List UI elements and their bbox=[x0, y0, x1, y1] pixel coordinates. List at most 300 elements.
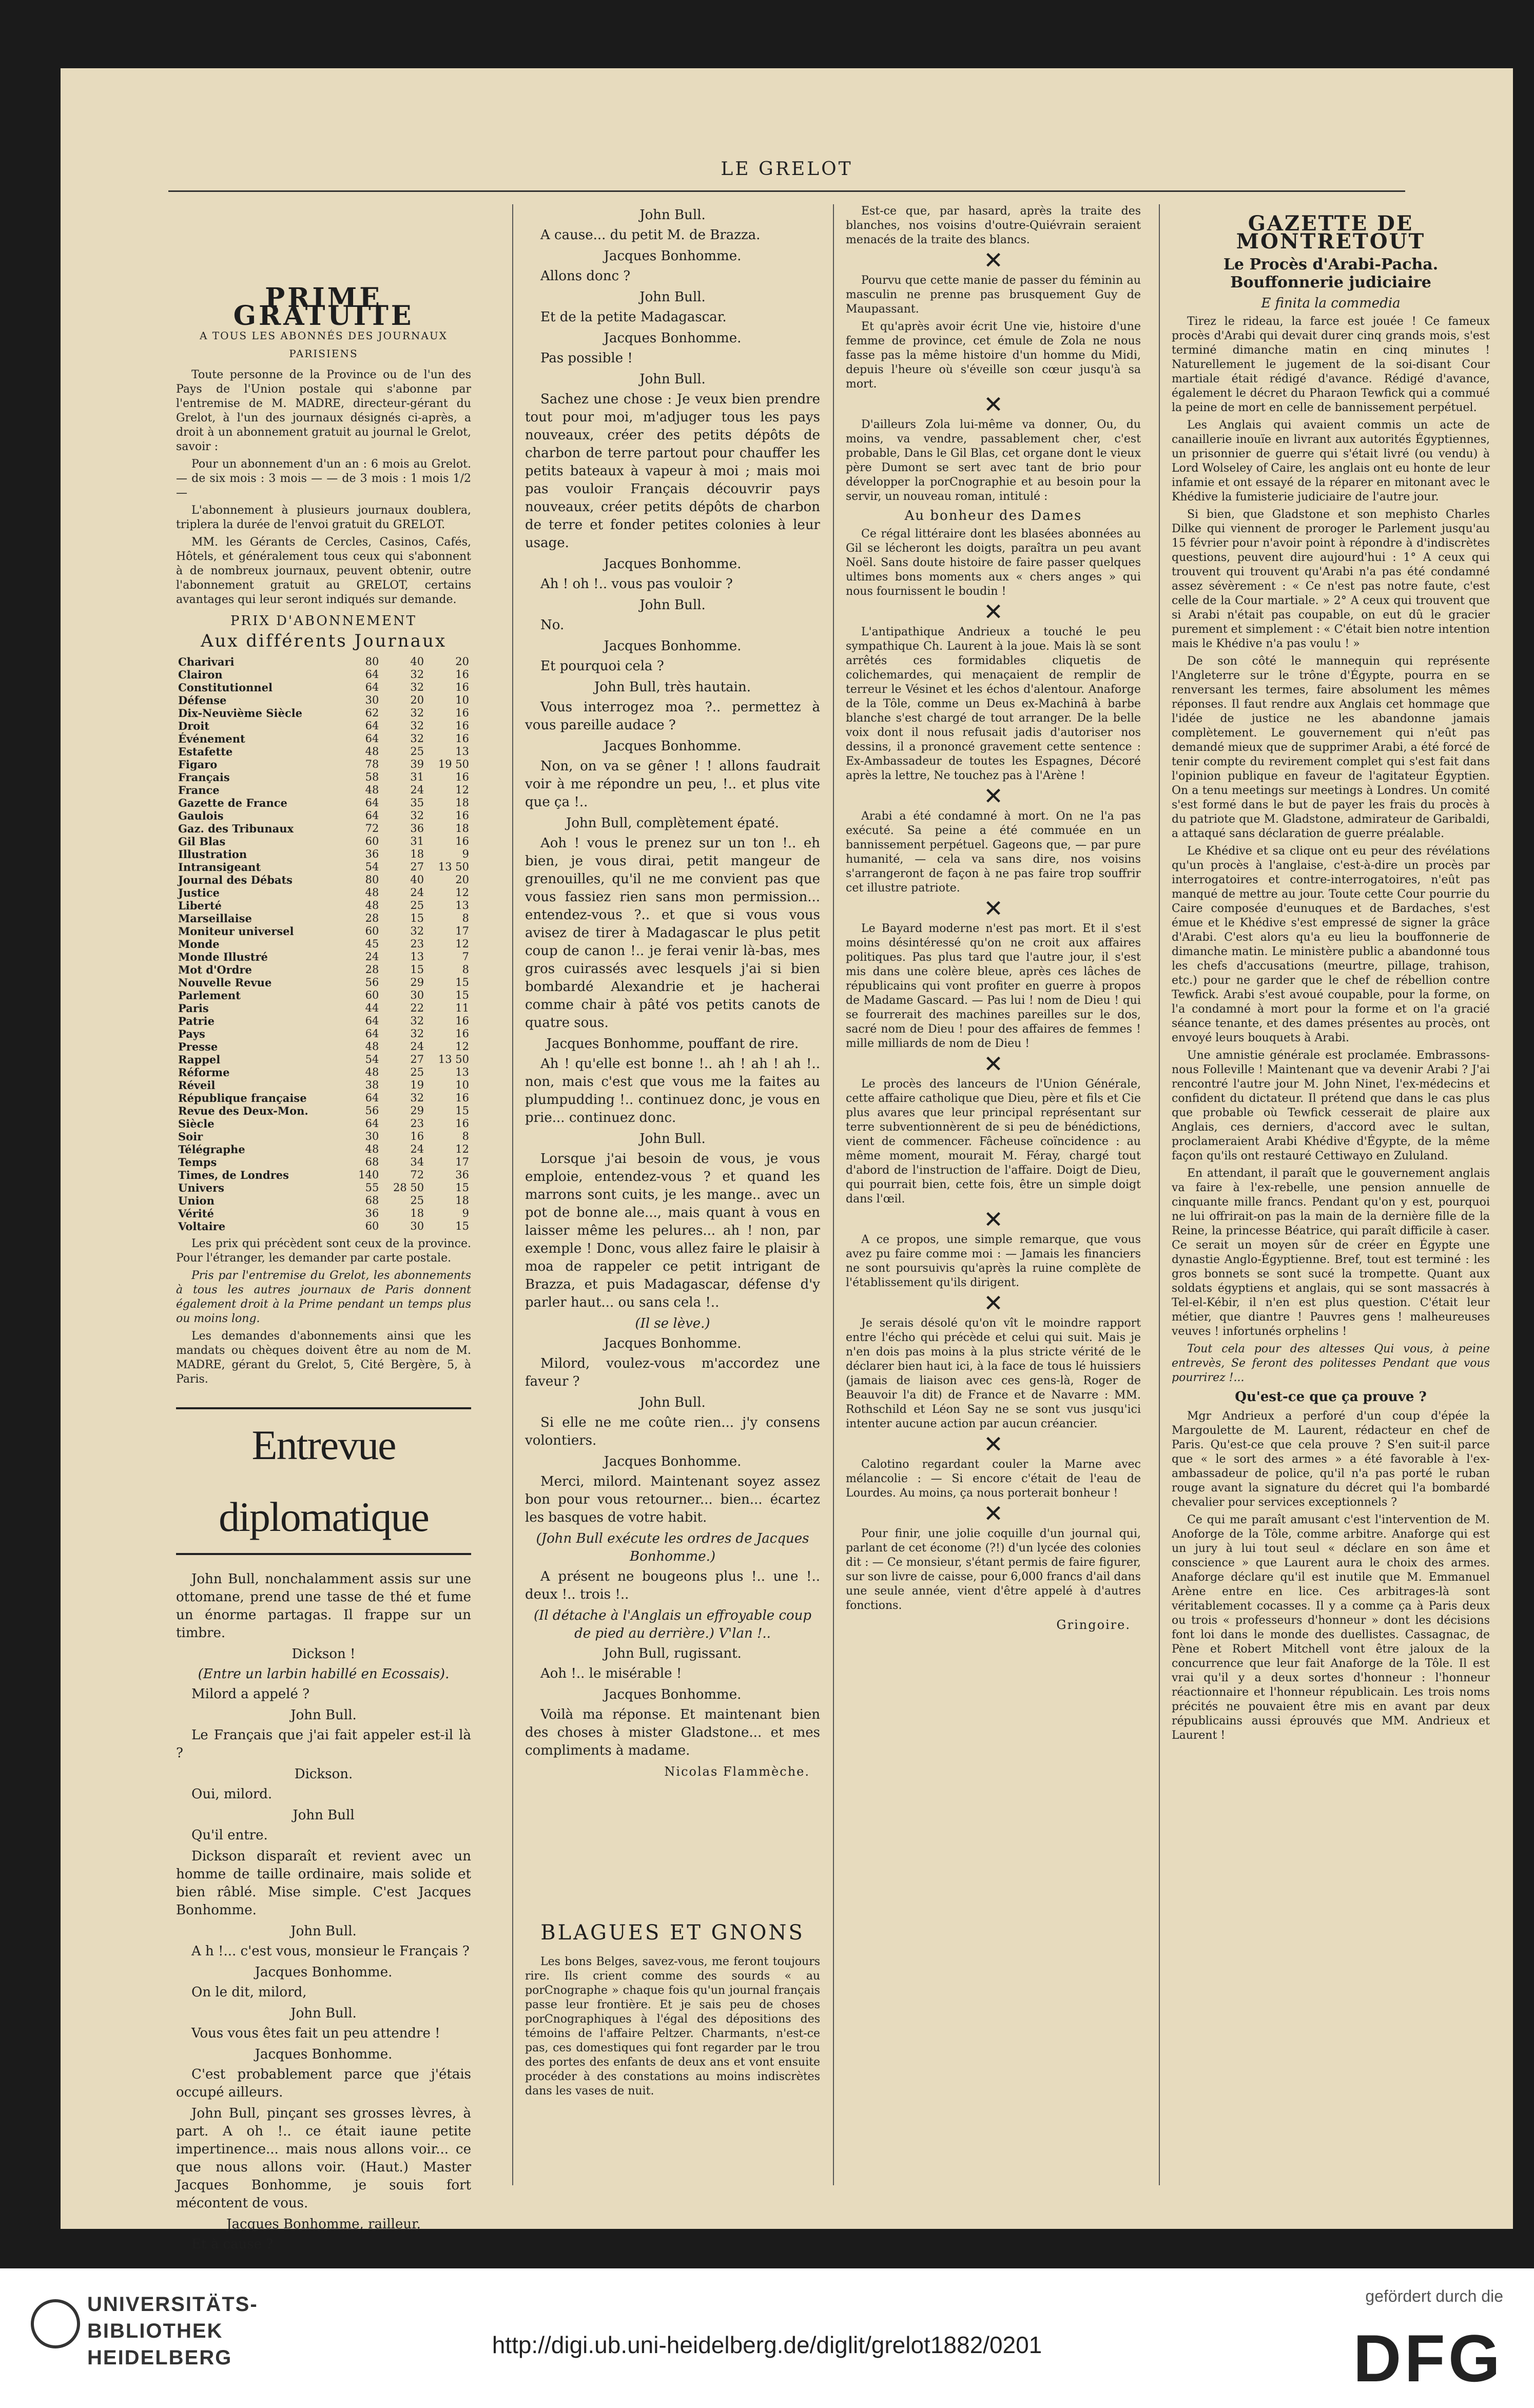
column-divider bbox=[1159, 204, 1160, 2185]
price-cell: 45 bbox=[365, 938, 379, 950]
stage-direction: (John Bull exécute les ordres de Jacques Bonhomme.) bbox=[536, 1531, 809, 1564]
price-cell: 18 bbox=[410, 848, 424, 860]
price-row bbox=[176, 938, 471, 950]
paragraph: Mgr Andrieux a perforé d'un coup d'épée la Margoulette de M. Laurent, rédacteur en chef de Paris. Qu'est-ce que cela prouve ? S'en suit-il parce que « le sort des armes » a été favorable à l'ex-ambassadeur de police, qu'il n'a pas porté le ruban rouge avant la signature du décret qui l'a bombardé chevalier pour services exceptionnels ? bbox=[1172, 1410, 1490, 1509]
journal-name: Presse bbox=[178, 1040, 218, 1053]
paragraph: Ce qui me paraît amusant c'est l'intervention de M. Anoforge de la Tôle, comme arbitre. Anaforge qui est un jury à lui tout seul « déclare en son âme et conscience » que Laurent aura le choix des armes. Anaforge déclare qu'il est inutile que M. Emmanuel Arène entre en lice. Ces arbitrages-là sont véritablement cocasses. Il y a comme ça à Paris deux ou trois « professeurs d'honneur » dont les décisions font loi dans le monde des duellistes. Cassagnac, de Pène et Robert Mitchell vont être jaloux de la concurrence que leur fait Anaforge de la Tôle. Il est vrai qu'il y a deux sortes d'honneur : l'honneur réactionnaire et l'honneur républicain. Les trois noms précités ne pouvaient être mis en avant par deux républicains aussi éprouvés que MM. Andrieux et Laurent ! bbox=[1172, 1513, 1490, 1742]
price-row bbox=[176, 1181, 471, 1194]
funding-label: gefördert durch die bbox=[1365, 2287, 1503, 2305]
speaker-name: John Bull, complètement épaté. bbox=[566, 815, 780, 831]
prix-heading: PRIX D'ABONNEMENT bbox=[230, 613, 417, 629]
paragraph: Les bons Belges, savez-vous, me feront toujours rire. Ils crient comme des sourds « au porCnographe » chaque fois qu'un journal français passe leur frontière. Et je sais peu de choses porCnographiques à l'égal des dépositions des témoins de l'affaire Peltzer. Charmants, n'est-ce pas, ces domestiques qui font regarder par le trou des portes des enfants de deux ans et vont ensuite procéder à des constations au moins indiscrètes dans les vases de nuit. bbox=[525, 1955, 820, 2098]
price-cell: 13 bbox=[410, 950, 424, 963]
price-cell: 48 bbox=[365, 1066, 379, 1078]
price-cell: 22 bbox=[410, 1002, 424, 1014]
price-cell: 58 bbox=[365, 771, 379, 783]
library-footer bbox=[0, 2268, 1534, 2408]
paragraph: Le Bayard moderne n'est pas mort. Et il s'est moins désintéressé qu'on ne croit aux affaires politiques. Pas plus tard que l'autre jour, il s'est mis dans une colère bleue, après ces lâches de républicains qui vont profiter en guerre à propos de Madame Gascard. — Pas lui ! nom de Dieu ! qui se fourrerait des machines pareilles sur le dos, sacré nom de Dieu ! pour des affaires de femmes ! mille milliards de nom de Dieu ! bbox=[846, 922, 1141, 1050]
price-cell: 54 bbox=[365, 1053, 379, 1065]
price-row bbox=[176, 835, 471, 848]
price-cell: 64 bbox=[365, 1027, 379, 1040]
dialog-line: A présent ne bougeons plus !.. une !.. deux !.. trois !.. bbox=[525, 1569, 820, 1602]
dialog bbox=[525, 206, 820, 1760]
journal-name: Constitutionnel bbox=[178, 681, 273, 694]
journal-name: Journal des Débats bbox=[178, 873, 293, 886]
price-row bbox=[176, 1220, 471, 1233]
university-name: UNIVERSITÄTS- BIBLIOTHEK HEIDELBERG bbox=[87, 2293, 258, 2369]
price-cell: 25 bbox=[410, 745, 424, 758]
price-cell: 8 bbox=[462, 963, 469, 976]
dialog-line: Aoh !.. le misérable ! bbox=[540, 1666, 682, 1681]
paragraph: L'abonnement à plusieurs journaux doublera, triplera la durée de l'envoi gratuit du GRELOT. bbox=[176, 504, 471, 531]
price-row bbox=[176, 707, 471, 720]
journal-name: Français bbox=[178, 771, 230, 784]
journal-name: Vérité bbox=[178, 1207, 214, 1220]
price-cell: 48 bbox=[365, 745, 379, 758]
price-cell: 24 bbox=[365, 950, 379, 963]
price-cell: 13 50 bbox=[438, 861, 469, 873]
dialog-line: Milord a appelé ? bbox=[191, 1686, 310, 1702]
price-row bbox=[176, 1104, 471, 1117]
paragraph: Les Anglais qui avaient commis un acte de canaillerie inouïe en livrant aux autorités Égyptiennes, un prisonnier de guerre qui s'était livré (ou vendu) à Lord Wolseley of Caire, les anglais ont eu honte de leur infamie et ont essayé de la réparer en mitonant avec le Khédive la fumisterie judiciaire de l'autre jour. bbox=[1172, 419, 1490, 503]
speaker-name: Jacques Bonhomme. bbox=[604, 331, 742, 346]
price-row bbox=[176, 1053, 471, 1066]
price-row bbox=[176, 732, 471, 745]
paragraph: Toute personne de la Province ou de l'un des Pays de l'Union postale qui s'abonne par l'entremise de M. MADRE, directeur-gérant du Grelot, à l'un des journaux désignés ci-après, a droit à un abonnement gratuit au journal le Grelot, savoir : bbox=[176, 368, 471, 453]
dialog-line: Pas possible ! bbox=[540, 351, 633, 366]
price-row bbox=[176, 745, 471, 758]
speaker-name: John Bull. bbox=[639, 372, 706, 387]
price-row bbox=[176, 1015, 471, 1027]
journal-name: Réveil bbox=[178, 1079, 216, 1092]
price-row bbox=[176, 809, 471, 822]
price-cell: 36 bbox=[365, 1207, 379, 1219]
separator-icon: ✕ bbox=[983, 782, 1003, 810]
paragraph: En attendant, il paraît que le gouvernement anglais va faire à l'ex-rebelle, une pension annuelle de cinquante mille francs. Pendant qu'on y est, pourquoi ne lui offrirait-on pas la main de la dernière fille de la Reine, la princesse Béatrice, qui paraît difficile à caser. Ce serait un moyen sûr de créer en Égypte une dynastie Anglo-Égyptienne. Bref, tout est terminé : les gros bonnets se sont sucé la trompette. Quant aux soldats égyptiens et anglais, qui se sont massacrés à Tel-el-Kébir, il n'en est plus question. C'était leur métier, que diantre ! Pauvres gens ! malheureuses veuves ! infortunés orphelins ! bbox=[1172, 1167, 1490, 1338]
speaker-name: Jacques Bonhomme. bbox=[604, 556, 742, 572]
paragraph: Tirez le rideau, la farce est jouée ! Ce fameux procès d'Arabi qui devait durer cinq grands mois, s'est terminé dimanche matin en cinq minutes ! Naturellement le jugement de la soi-disant Cour martiale était rédigé d'avance. Rédigé d'avance, également le décret du Pharaon Tewfick qui a commué la peine de mort en celle de bannissement perpétuel. bbox=[1172, 315, 1490, 414]
paragraph: L'antipathique Andrieux a touché le peu sympathique Ch. Laurent à la joue. Mais là se sont arrêtés ces formidables cliquetis de colichemardes, qui menaçaient de remplir de terreur le Vésinet et les échos d'alentour. Anaforge de la Tôle, comme un Deus ex-Machinâ à barbe blanche s'est chargé de tout arranger. De la belle voix dont il nous refusait jadis d'autoriser nos dessins, il a prononcé gravement cette sentence : Ex-Ambassadeur de toutes les Espagnes, Décoré après la lettre, Ne touchez pas à l'Arène ! bbox=[846, 626, 1141, 782]
paragraph: D'ailleurs Zola lui-même va donner, Ou, du moins, va vendre, passablement cher, c'est probable, Dans le Gil Blas, cet organe dont le vieux père Dumont se sert avec tant de brio pour développer la porCnographie et au besoin pour la servir, un nouveau roman, intitulé : bbox=[846, 418, 1141, 503]
price-row bbox=[176, 1143, 471, 1156]
price-cell: 56 bbox=[365, 1104, 379, 1117]
speaker-name: Dickson. bbox=[294, 1766, 353, 1782]
price-row bbox=[176, 822, 471, 835]
article-subtitle: E finita la commedia bbox=[1261, 296, 1401, 311]
price-cell: 28 bbox=[365, 912, 379, 924]
dialog-line: Merci, milord. Maintenant soyez assez bon pour vous retourner... bien... écartez les basques de votre habit. bbox=[525, 1474, 820, 1525]
journal-name: Illustration bbox=[178, 848, 247, 861]
price-row bbox=[176, 1156, 471, 1169]
price-cell: 140 bbox=[358, 1169, 379, 1181]
price-row bbox=[176, 784, 471, 797]
price-cell: 15 bbox=[455, 976, 469, 988]
price-cell: 78 bbox=[365, 758, 379, 770]
price-cell: 28 50 bbox=[393, 1181, 424, 1194]
price-row bbox=[176, 861, 471, 873]
separator-icon: ✕ bbox=[983, 1050, 1003, 1078]
price-cell: 32 bbox=[410, 707, 424, 719]
journal-name: Nouvelle Revue bbox=[178, 976, 272, 989]
price-cell: 60 bbox=[365, 835, 379, 847]
paragraph: Je serais désolé qu'on vît le moindre rapport entre l'écho qui précède et celui qui suit. Mais je n'en dois pas moins à la plus stricte vérité de le déclarer bien haut ici, à la face de tous lé huissiers (jamais de liaison avec ces gens-là, Roger de Beauvoir l'a dit) de France et de Navarre : MM. Rothschild et Léon Say ne se sont vus jusqu'ici intenter aucune action par aucun créancier. bbox=[846, 1317, 1141, 1430]
entrevue-title: Entrevue diplomatique bbox=[176, 1407, 471, 1555]
price-row bbox=[176, 1169, 471, 1181]
dialog-line: Ah ! qu'elle est bonne !.. ah ! ah ! ah !.. non, mais c'est que vous me la faites au plumpudding !.. continuez donc, je vous en prie... continuez donc. bbox=[525, 1056, 820, 1125]
price-cell: 64 bbox=[365, 1117, 379, 1130]
stage-direction: (Il se lève.) bbox=[635, 1316, 710, 1331]
price-row bbox=[176, 912, 471, 925]
paragraph: Pour finir, une jolie coquille d'un journal qui, parlant de cet économe (?!) d'un lycée des colonies dit : — Ce monsieur, s'étant permis de faire figurer, sur son livre de caisse, pour 6,000 francs d'ail dans une seule année, vient d'être appelé à d'autres fonctions. bbox=[846, 1527, 1141, 1612]
dialog-line: C'est probablement parce que j'étais occupé ailleurs. bbox=[176, 2067, 471, 2100]
price-cell: 32 bbox=[410, 809, 424, 822]
price-cell: 48 bbox=[365, 784, 379, 796]
price-row bbox=[176, 989, 471, 1002]
dfg-logo: DFG bbox=[1353, 2321, 1503, 2396]
price-cell: 16 bbox=[455, 707, 469, 719]
price-cell: 15 bbox=[410, 963, 424, 976]
price-cell: 15 bbox=[455, 1104, 469, 1117]
blagues-title: BLAGUES ET GNONS bbox=[540, 1921, 805, 1945]
price-cell: 29 bbox=[410, 1104, 424, 1117]
price-cell: 64 bbox=[365, 1015, 379, 1027]
price-cell: 36 bbox=[365, 848, 379, 860]
journal-name: Paris bbox=[178, 1002, 209, 1015]
paragraph: Ce régal littéraire dont les blasées abonnées au Gil se lécheront les doigts, paraîtra un peu avant Noël. Sans doute histoire de faire passer quelques ultimes bons moments aux « chers anges » qui nous fournissent le boudin ! bbox=[846, 528, 1141, 598]
journal-name: Siècle bbox=[178, 1117, 215, 1130]
dialog-line: Le Français que j'ai fait appeler est-il là ? bbox=[176, 1727, 471, 1761]
dialog-line: Sachez une chose : Je veux bien prendre tout pour moi, m'adjuger tous les pays nouveaux, créer des petits dépôts de charbon de terre partout pour chauffer les petits bateaux à vapeur à moi ; mais moi pas vouloir Français découvrir pays nouveaux, créer petits dépôts de charbon de terre et fonder petites colonies à leur usage. bbox=[525, 392, 820, 551]
column-3 bbox=[846, 204, 1141, 2185]
price-cell: 48 bbox=[365, 899, 379, 911]
price-cell: 25 bbox=[410, 1194, 424, 1207]
price-cell: 28 bbox=[365, 963, 379, 976]
price-row bbox=[176, 1130, 471, 1143]
source-url[interactable]: http://digi.ub.uni-heidelberg.de/diglit/grelot1882/0201 bbox=[492, 2332, 1042, 2358]
separator-icon: ✕ bbox=[983, 1289, 1003, 1317]
speaker-name: Jacques Bonhomme. bbox=[604, 1336, 742, 1351]
speaker-name: Dickson ! bbox=[292, 1646, 356, 1662]
dialog-line: Milord, voulez-vous m'accordez une faveur ? bbox=[525, 1356, 820, 1389]
speaker-name: John Bull, très hautain. bbox=[594, 679, 751, 695]
price-cell: 31 bbox=[410, 771, 424, 783]
speaker-name: John Bull. bbox=[290, 2006, 357, 2021]
separator-icon: ✕ bbox=[983, 1500, 1003, 1527]
journal-name: Monde Illustré bbox=[178, 950, 268, 963]
blagues-section bbox=[525, 1906, 820, 2099]
price-cell: 32 bbox=[410, 925, 424, 937]
paragraph: Le procès des lanceurs de l'Union Générale, cette affaire catholique que Dieu, père et fils et Cie plus avares que leur principal représentant sur terre subventionnèrent de si peu de bénédictions, vient de commencer. Fâcheuse coïncidence : au même moment, mourait M. Féray, chargé tout d'abord de l'instruction de l'affaire. Doigt de Dieu, qui pourrait bien, cette fois, être un simple doigt dans l'œil. bbox=[846, 1078, 1141, 1206]
journal-name: Liberté bbox=[178, 899, 222, 912]
journal-name: Droit bbox=[178, 720, 209, 732]
speaker-name: John Bull. bbox=[639, 1395, 706, 1410]
price-cell: 13 50 bbox=[438, 1053, 469, 1065]
price-row bbox=[176, 668, 471, 681]
price-cell: 44 bbox=[365, 1002, 379, 1014]
price-row bbox=[176, 899, 471, 912]
price-cell: 32 bbox=[410, 1092, 424, 1104]
price-cell: 36 bbox=[455, 1169, 469, 1181]
journal-name: Rappel bbox=[178, 1053, 221, 1066]
price-row bbox=[176, 873, 471, 886]
journal-name: Gazette de France bbox=[178, 797, 287, 809]
header-rule bbox=[168, 190, 1405, 192]
price-cell: 20 bbox=[455, 873, 469, 886]
price-cell: 25 bbox=[410, 1066, 424, 1078]
masthead: LE GRELOT bbox=[721, 159, 853, 180]
journal-name: Clairon bbox=[178, 668, 223, 681]
journal-name: Charivari bbox=[178, 655, 235, 668]
price-row bbox=[176, 758, 471, 771]
journal-name: Soir bbox=[178, 1130, 203, 1143]
separator-icon: ✕ bbox=[983, 1206, 1003, 1233]
speaker-name: John Bull bbox=[293, 1808, 355, 1823]
speaker-name: Jacques Bonhomme. bbox=[604, 248, 742, 264]
journal-name: Univers bbox=[178, 1181, 225, 1194]
dialog-line: Et pourquoi cela ? bbox=[540, 658, 664, 674]
price-cell: 72 bbox=[410, 1169, 424, 1181]
price-row bbox=[176, 771, 471, 784]
paragraph: Pourvu que cette manie de passer du féminin au masculin ne prenne pas brusquement Guy de Maupassant. bbox=[846, 274, 1141, 316]
speaker-name: John Bull. bbox=[639, 289, 706, 305]
price-cell: 64 bbox=[365, 668, 379, 681]
dialog-line: A h !... c'est vous, monsieur le Français ? bbox=[191, 1944, 470, 1959]
newspaper-page bbox=[61, 68, 1513, 2252]
price-cell: 15 bbox=[410, 912, 424, 924]
journal-name: Marseillaise bbox=[178, 912, 252, 925]
speaker-name: John Bull. bbox=[290, 1924, 357, 1939]
price-cell: 11 bbox=[455, 1002, 469, 1014]
gazette-title: GAZETTE DE MONTRETOUT bbox=[1236, 211, 1426, 254]
stage-direction: (Il détache à l'Anglais un effroyable coup de pied au derrière.) V'lan !.. bbox=[533, 1608, 812, 1641]
price-cell: 48 bbox=[365, 886, 379, 899]
price-cell: 40 bbox=[410, 655, 424, 668]
price-row bbox=[176, 1027, 471, 1040]
speaker-name: Jacques Bonhomme. bbox=[604, 1454, 742, 1469]
price-cell: 16 bbox=[455, 835, 469, 847]
price-cell: 15 bbox=[455, 989, 469, 1001]
journal-name: Moniteur universel bbox=[178, 925, 294, 938]
price-cell: 80 bbox=[365, 873, 379, 886]
speaker-name: John Bull, rugissant. bbox=[604, 1646, 742, 1661]
dialog-line: No. bbox=[540, 617, 565, 633]
price-row bbox=[176, 1079, 471, 1092]
column-divider bbox=[512, 204, 513, 2185]
dialog-line: Qu'il entre. bbox=[191, 1828, 268, 1843]
paragraph: Est-ce que, par hasard, après la traite des blanches, nos voisins d'outre-Quiévrain seraient menacés de la traite des blancs. bbox=[846, 205, 1141, 246]
price-cell: 38 bbox=[365, 1079, 379, 1091]
price-cell: 32 bbox=[410, 1015, 424, 1027]
price-cell: 25 bbox=[410, 899, 424, 911]
price-cell: 16 bbox=[455, 1117, 469, 1130]
price-cell: 80 bbox=[365, 655, 379, 668]
separator-icon: ✕ bbox=[983, 598, 1003, 626]
paragraph: Arabi a été condamné à mort. On ne l'a pas exécuté. Sa peine a été commuée en un bannissement perpétuel. Gageons que, — par pure humanité, — cela va sans dire, nos voisins s'arrangeront de façon à ne pas faire trop souffrir cet illustre patriote. bbox=[846, 810, 1141, 895]
paragraph: Au bonheur des Dames bbox=[904, 508, 1082, 523]
journal-name: Gaulois bbox=[178, 809, 224, 822]
dialog-line: Aoh ! vous le prenez sur un ton !.. eh bien, je vous dirai, petit mangeur de grenouilles, qu'il ne me convient pas que vous fassiez rien sans mon permission... entendez-vous ?.. et que si vous vous avisez de tirer à Madagascar le plus petit coup de canon !.. je ferai venir là-bas, mes gros cuirassés avec lesquels j'ai si bien bombardé Alexandrie et je hacherai comme chair à pâté vos petits canots de quatre sous. bbox=[525, 836, 820, 1031]
price-cell: 17 bbox=[455, 1156, 469, 1168]
price-cell: 24 bbox=[410, 886, 424, 899]
separator-icon: ✕ bbox=[983, 1430, 1003, 1458]
speaker-name: Jacques Bonhomme. bbox=[604, 1687, 742, 1702]
price-cell: 16 bbox=[455, 668, 469, 681]
price-row bbox=[176, 1040, 471, 1053]
price-cell: 12 bbox=[455, 1040, 469, 1053]
dialog-line: John Bull, nonchalamment assis sur une ottomane, prend une tasse de thé et fume un énorme partagas. Il frappe sur un timbre. bbox=[176, 1571, 471, 1641]
price-cell: 24 bbox=[410, 1143, 424, 1155]
journal-name: Mot d'Ordre bbox=[178, 963, 252, 976]
paragraph: De son côté le mannequin qui représente l'Angleterre sur le trône d'Égypte, pourra en se renversant les termes, faire absolument les mêmes réponses. Il faut rendre aux Anglais cet hommage que l'idée de justice ne les abandonne jamais complètement. Le gouvernement qui n'eût pas demandé mieux que de supprimer Arabi, a été forcé de tenir compte du revirement complet qui s'est fait dans l'opinion publique en faveur de l'agitateur Égyptien. On a tenu meetings sur meetings à Londres. Un comité s'est formé dans le but de payer les frais du procès à du patriote que M. Gladstone, admirateur de Garibaldi, a attaqué sans déclaration de guerre préalable. bbox=[1172, 655, 1490, 840]
journal-name: Télégraphe bbox=[178, 1143, 245, 1156]
price-cell: 12 bbox=[455, 784, 469, 796]
journal-name: Parlement bbox=[178, 989, 241, 1002]
price-cell: 64 bbox=[365, 732, 379, 745]
journal-name: Justice bbox=[178, 886, 220, 899]
price-cell: 29 bbox=[410, 976, 424, 988]
price-cell: 13 bbox=[455, 745, 469, 758]
price-cell: 16 bbox=[455, 681, 469, 693]
prime-subtitle: A TOUS LES ABONNÉS DES JOURNAUX PARISIENS bbox=[199, 329, 448, 360]
dialog-line: Non, on va se gêner ! ! allons faudrait voir à me répondre un peu, !.. et plus vite que ça !.. bbox=[525, 759, 820, 810]
dialog-line: On le dit, milord, bbox=[191, 1985, 307, 2000]
speaker-name: Jacques Bonhomme, railleur. bbox=[226, 2217, 421, 2232]
price-cell: 16 bbox=[455, 809, 469, 822]
price-row bbox=[176, 1207, 471, 1220]
speaker-name: John Bull. bbox=[639, 1131, 706, 1147]
price-cell: 64 bbox=[365, 720, 379, 732]
dialog-line: Et de la petite Madagascar. bbox=[540, 309, 727, 325]
price-cell: 18 bbox=[455, 797, 469, 809]
price-cell: 60 bbox=[365, 925, 379, 937]
price-cell: 16 bbox=[455, 720, 469, 732]
price-cell: 12 bbox=[455, 886, 469, 899]
price-cell: 12 bbox=[455, 938, 469, 950]
journal-name: Intransigeant bbox=[178, 861, 261, 873]
price-cell: 27 bbox=[410, 1053, 424, 1065]
dialog-line: Si elle ne me coûte rien... j'y consens volontiers. bbox=[525, 1415, 820, 1448]
price-cell: 62 bbox=[365, 707, 379, 719]
price-cell: 56 bbox=[365, 976, 379, 988]
paragraph: Le Khédive et sa clique ont eu peur des révélations qu'un procès à l'anglaise, c'est-à-dire un procès par interrogatoires et contre-interrogatoires, n'eût pas manqué de mettre au jour. Toute cette Cour pourrie du Caire composée d'eunuques et de Bardaches, s'est émue et le Khédive s'est empressé de signer la grâce d'Arabi. C'est alors qu'a eu lieu la bouffonnerie de dimanche matin. Le ministère public a abandonné tous les chefs d'accusations (meurtre, pillage, trahison, etc.) pour ne garder que le chef de rébellion contre Tewfick. Arabi s'est avoué coupable, pour la forme, on l'a condamné à mort pour la forme et on l'a gracié séance tenante, et des dames présentes au procès, ont envoyé leurs bouquets à Arabi. bbox=[1172, 845, 1490, 1044]
paragraph: Et qu'après avoir écrit Une vie, histoire d'une femme de province, cet émule de Zola ne nous fasse pas la même histoire d'un homme du Midi, depuis l'heure où s'éveille son cœur jusqu'à sa mort. bbox=[846, 320, 1141, 391]
price-cell: 16 bbox=[410, 1130, 424, 1142]
separator-icon: ✕ bbox=[983, 391, 1003, 418]
dialog-line: Et à cause ? bbox=[191, 2237, 274, 2252]
dialog-line: Lorsque j'ai besoin de vous, je vous emploie, entendez-vous ? et quand les marrons sont cuits, je les mange.. avec un pot de bonne ale..., mais quant à vous en laisser même les pelures... ah ! non, par exemple ! Donc, vous allez faire le plaisir à moa de rappeler ce petit intrigant de Brazza, et puis Madagascar, défense d'y parler haut... ou sans cela !.. bbox=[525, 1151, 820, 1310]
price-cell: 18 bbox=[455, 822, 469, 834]
price-cell: 68 bbox=[365, 1156, 379, 1168]
price-cell: 16 bbox=[455, 1092, 469, 1104]
dialog-line: Allons donc ? bbox=[540, 268, 631, 284]
price-cell: 10 bbox=[455, 1079, 469, 1091]
price-cell: 27 bbox=[410, 861, 424, 873]
journal-name: France bbox=[178, 784, 220, 797]
price-cell: 20 bbox=[455, 655, 469, 668]
speaker-name: John Bull. bbox=[639, 207, 706, 223]
price-row bbox=[176, 694, 471, 707]
journal-name: Patrie bbox=[178, 1015, 215, 1027]
price-cell: 12 bbox=[455, 1143, 469, 1155]
price-cell: 64 bbox=[365, 809, 379, 822]
journal-name: Figaro bbox=[178, 758, 218, 771]
speaker-name: Jacques Bonhomme. bbox=[604, 739, 742, 754]
price-cell: 23 bbox=[410, 938, 424, 950]
price-cell: 17 bbox=[455, 925, 469, 937]
price-cell: 32 bbox=[410, 681, 424, 693]
price-cell: 13 bbox=[455, 1066, 469, 1078]
price-row bbox=[176, 925, 471, 938]
journal-name: Gaz. des Tribunaux bbox=[178, 822, 294, 835]
price-cell: 19 50 bbox=[438, 758, 469, 770]
journal-name: Times, de Londres bbox=[178, 1169, 289, 1181]
price-cell: 32 bbox=[410, 732, 424, 745]
paragraph: Calotino regardant couler la Marne avec mélancolie : — Si encore c'était de l'eau de Lourdes. Au moins, ça nous porterait bonheur ! bbox=[846, 1458, 1141, 1500]
price-cell: 16 bbox=[455, 1015, 469, 1027]
price-cell: 32 bbox=[410, 720, 424, 732]
price-row bbox=[176, 1092, 471, 1104]
journal-name: Temps bbox=[178, 1156, 217, 1169]
price-table bbox=[176, 655, 471, 1233]
journal-name: Événement bbox=[178, 732, 245, 745]
verse: Tout cela pour des altesses Qui vous, à peine entrevès, Se feront des politesses Pendant que vous pourrirez !... bbox=[1172, 1343, 1490, 1384]
dialog-line: Dickson disparaît et revient avec un homme de taille ordinaire, mais solide et bien râblé. Mise simple. C'est Jacques Bonhomme. bbox=[176, 1849, 471, 1918]
price-cell: 34 bbox=[410, 1156, 424, 1168]
price-cell: 30 bbox=[410, 989, 424, 1001]
article-title: Le Procès d'Arabi-Pacha. Bouffonnerie judiciaire bbox=[1223, 256, 1439, 292]
dialog-line: John Bull, pinçant ses grosses lèvres, à part. A oh !.. ce était iaune petite impertinence... mais nous allons voir... ce que nous allons voir. (Haut.) Master Jacques Bonhomme, je souis fort mécontent de vous. bbox=[176, 2106, 471, 2211]
price-row bbox=[176, 1117, 471, 1130]
price-cell: 18 bbox=[410, 1207, 424, 1219]
prix-subheading: Aux différents Journaux bbox=[200, 631, 447, 651]
journal-name: Union bbox=[178, 1194, 215, 1207]
price-cell: 9 bbox=[462, 848, 469, 860]
price-cell: 64 bbox=[365, 797, 379, 809]
dialog-line: Vous interrogez moa ?.. permettez à vous pareille audace ? bbox=[525, 700, 820, 733]
paragraph: Les demandes d'abonnements ainsi que les mandats ou chèques doivent être au nom de M. MADRE, gérant du Grelot, 5, Cité Bergère, 5, à Paris. bbox=[176, 1330, 471, 1386]
price-cell: 30 bbox=[365, 694, 379, 706]
journal-name: Revue des Deux-Mon. bbox=[178, 1104, 308, 1117]
price-cell: 16 bbox=[455, 1027, 469, 1040]
price-cell: 64 bbox=[365, 681, 379, 693]
price-cell: 32 bbox=[410, 668, 424, 681]
price-cell: 72 bbox=[365, 822, 379, 834]
journal-name: Gil Blas bbox=[178, 835, 226, 848]
speaker-name: Jacques Bonhomme. bbox=[604, 638, 742, 654]
price-cell: 48 bbox=[365, 1143, 379, 1155]
price-row bbox=[176, 797, 471, 809]
price-row bbox=[176, 848, 471, 861]
column-divider bbox=[833, 204, 834, 2185]
price-cell: 36 bbox=[410, 822, 424, 834]
journal-name: Défense bbox=[178, 694, 227, 707]
journal-name: Estafette bbox=[178, 745, 233, 758]
price-cell: 18 bbox=[455, 1194, 469, 1207]
price-cell: 68 bbox=[365, 1194, 379, 1207]
price-cell: 48 bbox=[365, 1040, 379, 1053]
article-title: Qu'est-ce que ça prouve ? bbox=[1235, 1389, 1427, 1405]
price-cell: 8 bbox=[462, 1130, 469, 1142]
prime-title: PRIME GRATUITE bbox=[233, 282, 414, 332]
speaker-name: John Bull. bbox=[639, 597, 706, 613]
price-cell: 32 bbox=[410, 1027, 424, 1040]
price-cell: 64 bbox=[365, 1092, 379, 1104]
dialog-line: Oui, milord. bbox=[191, 1786, 273, 1802]
price-cell: 55 bbox=[365, 1181, 379, 1194]
separator-icon: ✕ bbox=[983, 895, 1003, 922]
paragraph: Une amnistie générale est proclamée. Embrassons-nous Folleville ! Maintenant que va devenir Arabi ? J'ai rencontré l'autre jour M. John Ninet, l'ex-médecins et confident du dictateur. Il prétend que dans le cas plus que probable où Tewfick cesserait de plaire aux Anglais, ces derniers, d'accord avec le sultan, proclameraient Arabi Khédive d'Égypte, de la même façon qu'ils ont restauré Cettiwayo en Zululand. bbox=[1172, 1049, 1490, 1162]
price-cell: 23 bbox=[410, 1117, 424, 1130]
